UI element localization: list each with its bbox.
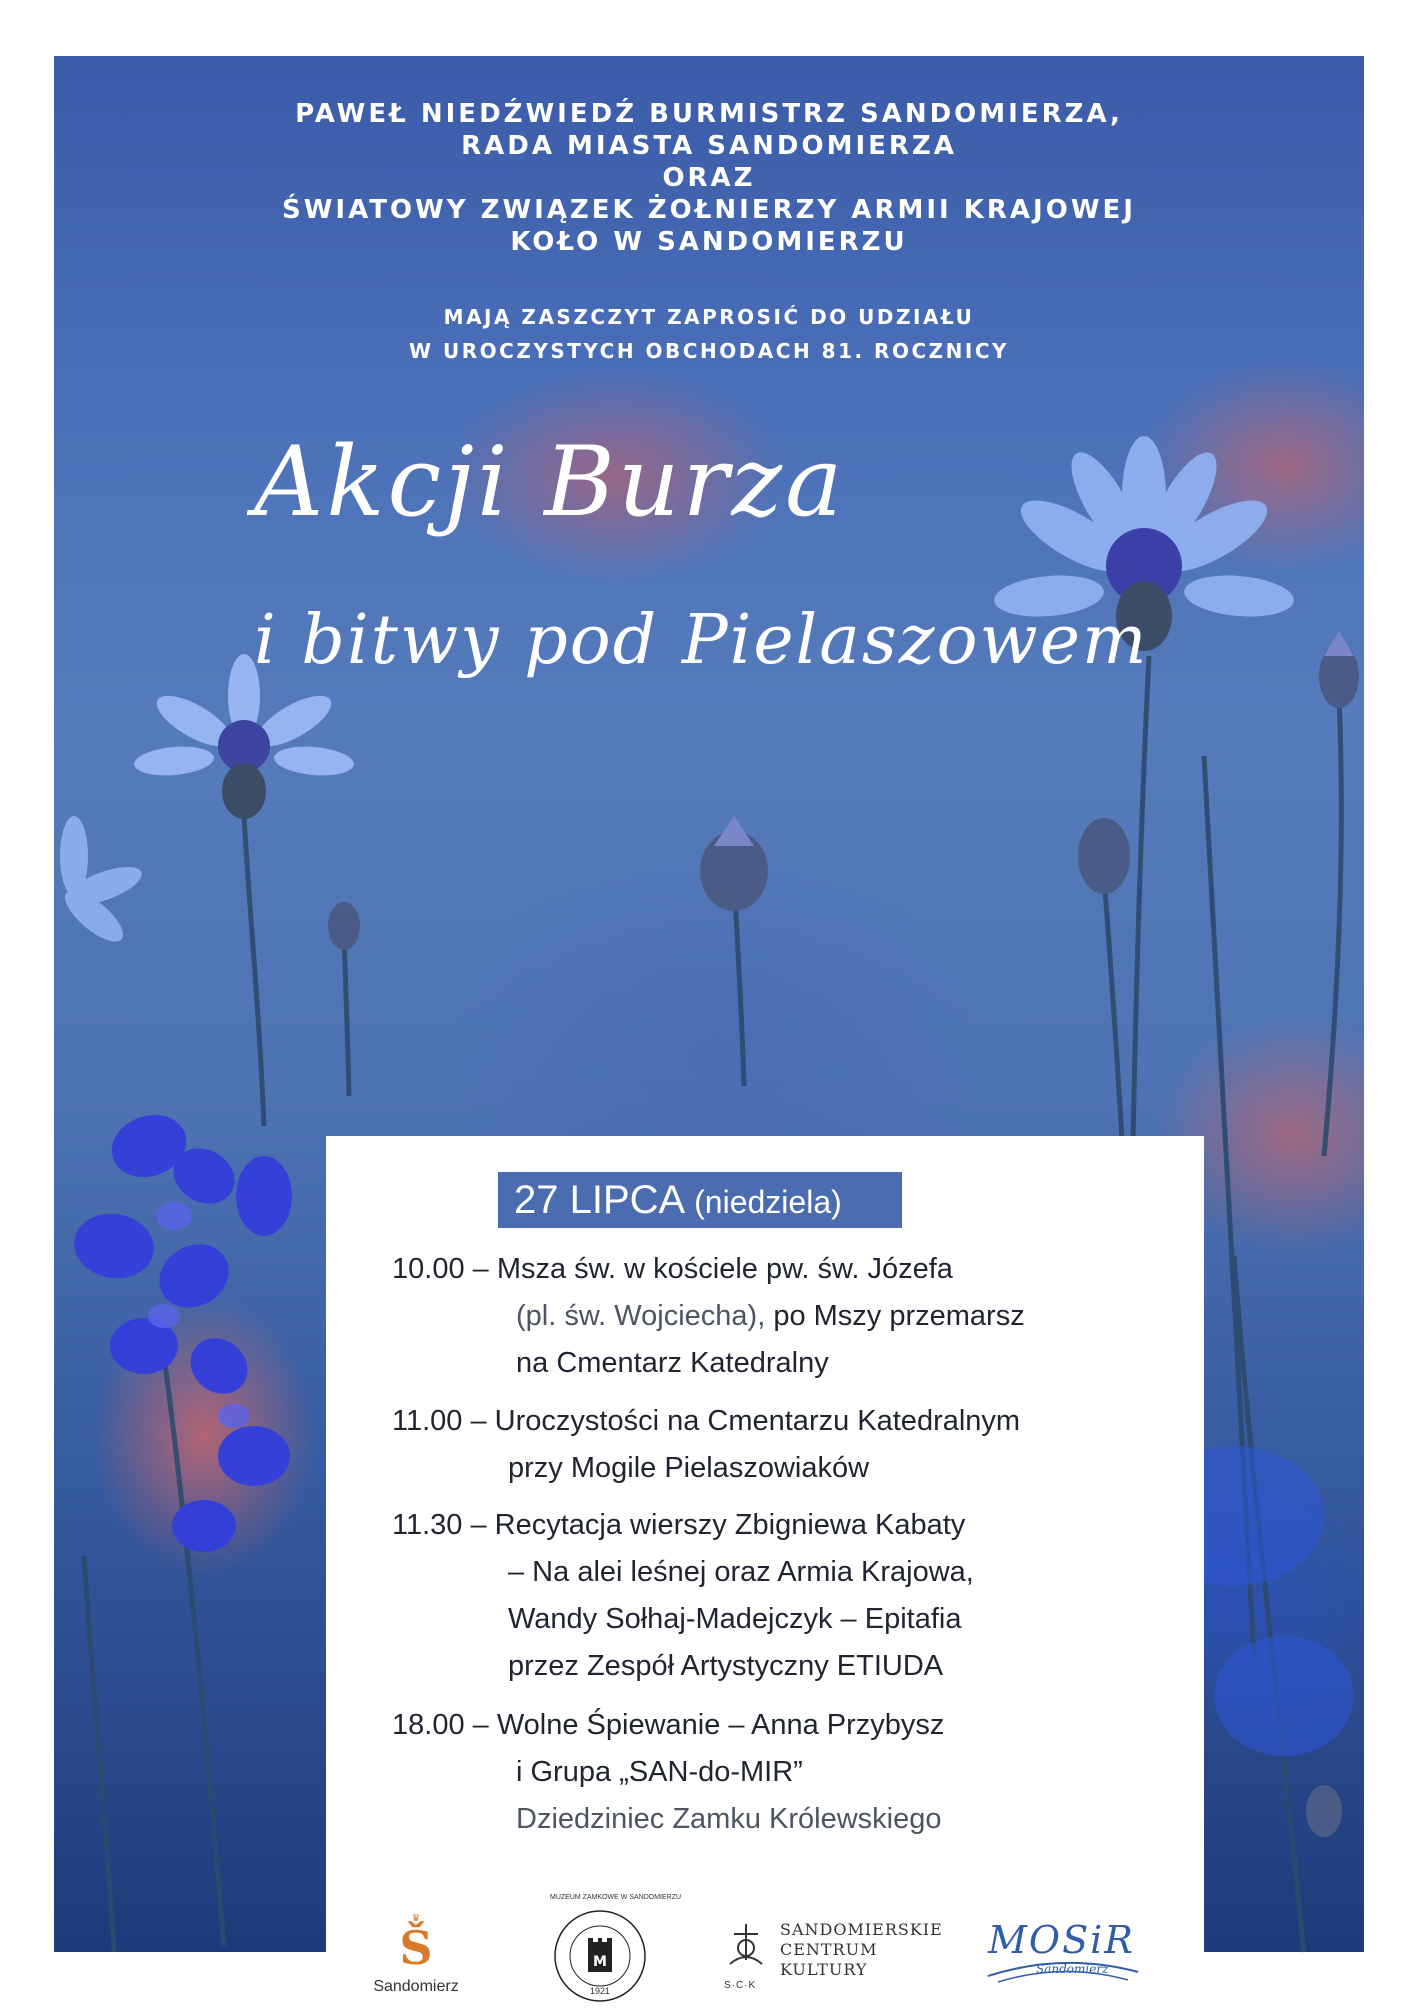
program-item: [392, 1398, 1020, 1492]
sponsor-logos: [326, 1894, 1204, 2006]
poster-background: [54, 56, 1364, 1996]
program-text: przez Zespół Artystyczny ETIUDA: [508, 1650, 944, 1682]
program-text: na Cmentarz Katedralny: [516, 1347, 829, 1379]
program-text: przy Mogile Pielaszowiaków: [508, 1452, 870, 1484]
svg-text:M: M: [593, 1954, 607, 1970]
sck-logo: S·C·K SANDOMIERSKIE CENTRUM KULTURY: [724, 1920, 943, 1991]
program-text: – Na alei leśnej oraz Armia Krajowa,: [508, 1556, 974, 1588]
organizer-line: ŚWIATOWY ZWIĄZEK ŻOŁNIERZY ARMII KRAJOWEJ: [282, 195, 1136, 225]
program-text: po Mszy przemarsz: [773, 1300, 1025, 1332]
program-text: (pl. św. Wojciecha),: [516, 1300, 766, 1332]
program-time: 11.30: [392, 1509, 463, 1541]
program-text: Dziedziniec Zamku Królewskiego: [516, 1803, 942, 1835]
event-title: Akcji Burza: [254, 426, 846, 538]
invitation-line: MAJĄ ZASZCZYT ZAPROSIĆ DO UDZIAŁU: [443, 305, 975, 329]
crown-icon: ♛: [411, 1913, 421, 1924]
organizer-line: ORAZ: [662, 163, 756, 193]
program-card: [326, 1136, 1204, 2008]
sck-emblem-icon: [724, 1920, 768, 1984]
muzeum-zamkowe-logo: M 1921 MUZEUM ZAMKOWE W SANDOMIERZU: [550, 1906, 650, 2006]
invitation-text: [54, 300, 1364, 368]
program-item: [392, 1702, 944, 1843]
organizer-line: KOŁO W SANDOMIERZU: [510, 227, 908, 257]
program-text: – Msza św. w kościele pw. św. Józefa: [472, 1253, 953, 1285]
date-banner: [498, 1172, 902, 1228]
organizer-line: RADA MIASTA SANDOMIERZA: [461, 131, 957, 161]
date-main: 27 LIPCA: [514, 1178, 684, 1222]
event-subtitle: i bitwy pod Pielaszowem: [254, 601, 1149, 680]
program-time: 18.00: [392, 1709, 465, 1741]
date-weekday: (niedziela): [694, 1184, 842, 1220]
program-text: – Recytacja wierszy Zbigniewa Kabaty: [470, 1509, 966, 1541]
organizers-block: [54, 98, 1364, 258]
mosir-logo: MOSiR Sandomierz: [988, 1920, 1138, 1990]
program-item: [392, 1246, 1025, 1387]
program-time: 10.00: [392, 1253, 465, 1285]
program-time: 11.00: [392, 1405, 463, 1437]
program-text: i Grupa „SAN-do-MIR”: [516, 1756, 803, 1788]
program-text: Wandy Sołhaj-Madejczyk – Epitafia: [508, 1603, 962, 1635]
sandomierz-logo: ♛ Š Sandomierz: [366, 1914, 466, 1996]
program-text: – Uroczystości na Cmentarzu Katedralnym: [470, 1405, 1021, 1437]
program-item: [392, 1502, 974, 1690]
program-text: – Wolne Śpiewanie – Anna Przybysz: [472, 1709, 945, 1741]
invitation-line: W UROCZYSTYCH OBCHODACH 81. ROCZNICY: [409, 339, 1009, 363]
organizer-line: PAWEŁ NIEDŹWIEDŹ BURMISTRZ SANDOMIERZA,: [295, 99, 1123, 129]
